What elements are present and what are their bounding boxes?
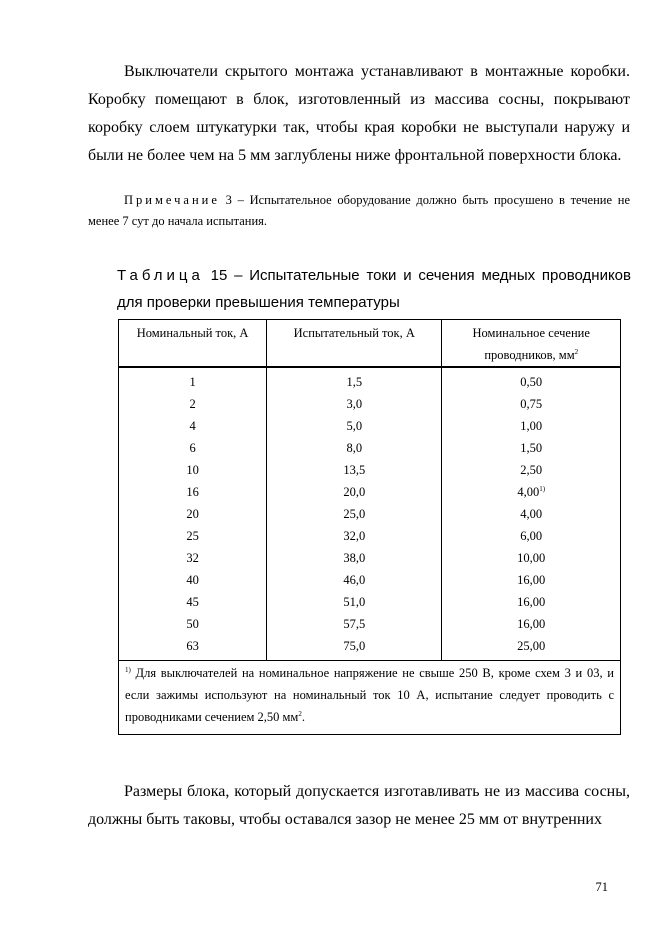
table-header-row xyxy=(119,320,621,368)
table-row: 45 51,0 16,00 xyxy=(119,591,621,613)
note-text: 3 – Испытательное оборудование должно быть просушено в течение не менее 7 сут до начала испытания. xyxy=(88,193,630,228)
table-row: 2 3,0 0,75 xyxy=(119,393,621,415)
table-row: 4 5,0 1,00 xyxy=(119,415,621,437)
table-row: 50 57,5 16,00 xyxy=(119,613,621,635)
table-footnote-row xyxy=(119,661,621,735)
note-paragraph xyxy=(88,190,630,232)
note-label: Примечание xyxy=(124,193,220,207)
table-row: 6 8,0 1,50 xyxy=(119,437,621,459)
header-test-current: Испытательный ток, А xyxy=(267,320,442,368)
body-paragraph-1: Выключатели скрытого монтажа устанавливают в монтажные коробки. Коробку помещают в блок, изготовленный из массива сосны, покрывают коробку слоем штукатурки так, чтобы края коробки не выступали наружу и были не более чем на 5 мм заглублены ниже фронтальной поверхности блока. xyxy=(88,63,630,164)
header-conductor-section: Номинальное сечение проводников, $мм^2$ xyxy=(442,320,621,368)
table-caption xyxy=(117,262,631,316)
table-row: 1 1,5 0,50 xyxy=(119,367,621,393)
table-row: 16 20,0 4,00$^{1)}$ xyxy=(119,481,621,503)
table-row: 25 32,0 6,00 xyxy=(119,525,621,547)
table-row: 40 46,0 16,00 xyxy=(119,569,621,591)
table-row: 32 38,0 10,00 xyxy=(119,547,621,569)
footnote-ref: 1) xyxy=(539,484,546,493)
body-paragraph-2: Размеры блока, который допускается изготавливать не из массива сосны, должны быть таковы, чтобы оставался зазор не менее 25 мм от внутренних xyxy=(88,783,630,828)
table-footnote: $^{1)}$ Для выключателей на номинальное напряжение не свыше 250 В, кроме схем 3 и 03, и если зажимы используют на номинальный ток 10 А, испытание следует проводить с проводниками сечением 2,50 $мм^2$. xyxy=(119,661,621,735)
data-table xyxy=(118,319,621,735)
header-nominal-current: Номинальный ток, А xyxy=(119,320,267,368)
table-caption-text: 15 – Испытательные токи и сечения медных проводников для проверки превышения температуры xyxy=(117,267,631,311)
table-row: 10 13,5 2,50 xyxy=(119,459,621,481)
footnote-marker: 1) xyxy=(125,665,131,674)
table-row: 20 25,0 4,00 xyxy=(119,503,621,525)
page-number: 71 xyxy=(595,880,608,894)
table-caption-label: Таблица xyxy=(117,267,204,284)
table-row: 63 75,0 25,00 xyxy=(119,635,621,661)
